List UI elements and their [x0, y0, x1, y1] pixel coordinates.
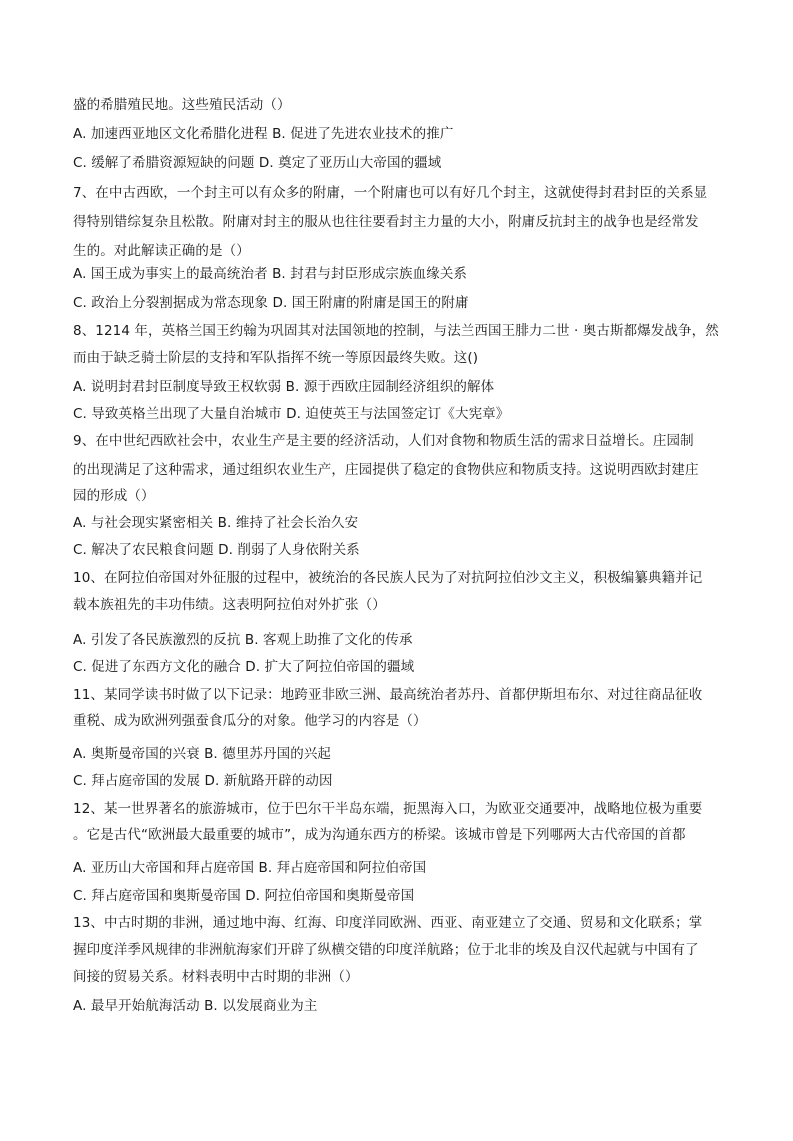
- option-line: A. 最早开始航海活动 B. 以发展商业为主: [73, 998, 318, 1014]
- option-line: C. 拜占庭帝国的发展 D. 新航路开辟的动因: [73, 773, 333, 789]
- question-9-line: 园的形成（）: [73, 488, 155, 504]
- question-7-line: 生的。对此解读正确的是（）: [73, 243, 250, 259]
- option-line: C. 促进了东西方文化的融合 D. 扩大了阿拉伯帝国的疆域: [73, 659, 415, 675]
- option-line: A. 加速西亚地区文化希腊化进程 B. 促进了先进农业技术的推广: [73, 126, 454, 142]
- question-12-line: 。它是古代“欧洲最大最重要的城市”，成为沟通东西方的桥梁。该城市曾是下列哪两大古代帝国的首都: [73, 827, 686, 843]
- option-line: A. 亚历山大帝国和拜占庭帝国 B. 拜占庭帝国和阿拉伯帝国: [73, 860, 427, 876]
- question-12-line: 12、某一世界著名的旅游城市，位于巴尔干半岛东端，扼黑海入口，为欧亚交通要冲，战略地位极为重要: [73, 801, 703, 817]
- question-7-line: 得特别错综复杂且松散。附庸对封主的服从也往往要看封主力量的大小，附庸反抗封主的战争也是经常发: [73, 214, 699, 230]
- option-line: A. 奥斯曼帝国的兴衰 B. 德里苏丹国的兴起: [73, 746, 332, 762]
- option-line: C. 缓解了希腊资源短缺的问题 D. 奠定了亚历山大帝国的疆域: [73, 155, 442, 171]
- option-line: C. 导致英格兰出现了大量自治城市 D. 迫使英王与法国签定订《大宪章》: [73, 406, 510, 422]
- option-line: A. 引发了各民族激烈的反抗 B. 客观上助推了文化的传承: [73, 632, 413, 648]
- option-line: A. 与社会现实紧密相关 B. 维持了社会长治久安: [73, 515, 359, 531]
- question-10-line: 载本族祖先的丰功伟绩。这表明阿拉伯对外扩张（）: [73, 597, 386, 613]
- option-line: C. 政治上分裂割据成为常态现象 D. 国王附庸的附庸是国王的附庸: [73, 295, 469, 311]
- option-line: C. 解决了农民粮食问题 D. 削弱了人身依附关系: [73, 542, 360, 558]
- option-line: A. 国王成为事实上的最高统治者 B. 封君与封臣形成宗族血缘关系: [73, 266, 468, 282]
- option-line: A. 说明封君封臣制度导致王权软弱 B. 源于西欧庄园制经济组织的解体: [73, 379, 495, 395]
- question-13-line: 13、中古时期的非洲，通过地中海、红海、印度洋同欧洲、西亚、南亚建立了交通、贸易和文化联系；掌: [73, 915, 703, 931]
- question-9-line: 的出现满足了这种需求，通过组织农业生产，庄园提供了稳定的食物供应和物质支持。这说明西欧封建庄: [73, 462, 699, 478]
- question-13-line: 间接的贸易关系。材料表明中古时期的非洲（）: [73, 969, 359, 985]
- option-line: C. 拜占庭帝国和奥斯曼帝国 D. 阿拉伯帝国和奥斯曼帝国: [73, 888, 415, 904]
- question-13-line: 握印度洋季风规律的非洲航海家们开辟了纵横交错的印度洋航路；位于北非的埃及自汉代起就与中国有了: [73, 942, 699, 958]
- question-7-line: 7、在中古西欧，一个封主可以有众多的附庸，一个附庸也可以有好几个封主，这就使得封君封臣的关系显: [73, 185, 708, 201]
- question-11-line: 重税、成为欧洲列强蚕食瓜分的对象。他学习的内容是（）: [73, 713, 427, 729]
- text-line: 盛的希腊殖民地。这些殖民活动（）: [73, 97, 291, 113]
- question-11-line: 11、某同学读书时做了以下记录：地跨亚非欧三洲、最高统治者苏丹、首都伊斯坦布尔、对过往商品征收: [73, 687, 703, 703]
- question-9-line: 9、在中世纪西欧社会中，农业生产是主要的经济活动，人们对食物和物质生活的需求日益增长。庄园制: [73, 433, 694, 449]
- question-8-line: 而由于缺乏骑士阶层的支持和军队指挥不统一等原因最终失败。这(): [73, 350, 479, 366]
- question-10-line: 10、在阿拉伯帝国对外征服的过程中，被统治的各民族人民为了对抗阿拉伯沙文主义，积极编纂典籍并记: [73, 570, 703, 586]
- question-8-line: 8、1214 年，英格兰国王约翰为巩固其对法国领地的控制，与法兰西国王腓力二世 · 奥古斯都爆发战争，然: [73, 323, 719, 339]
